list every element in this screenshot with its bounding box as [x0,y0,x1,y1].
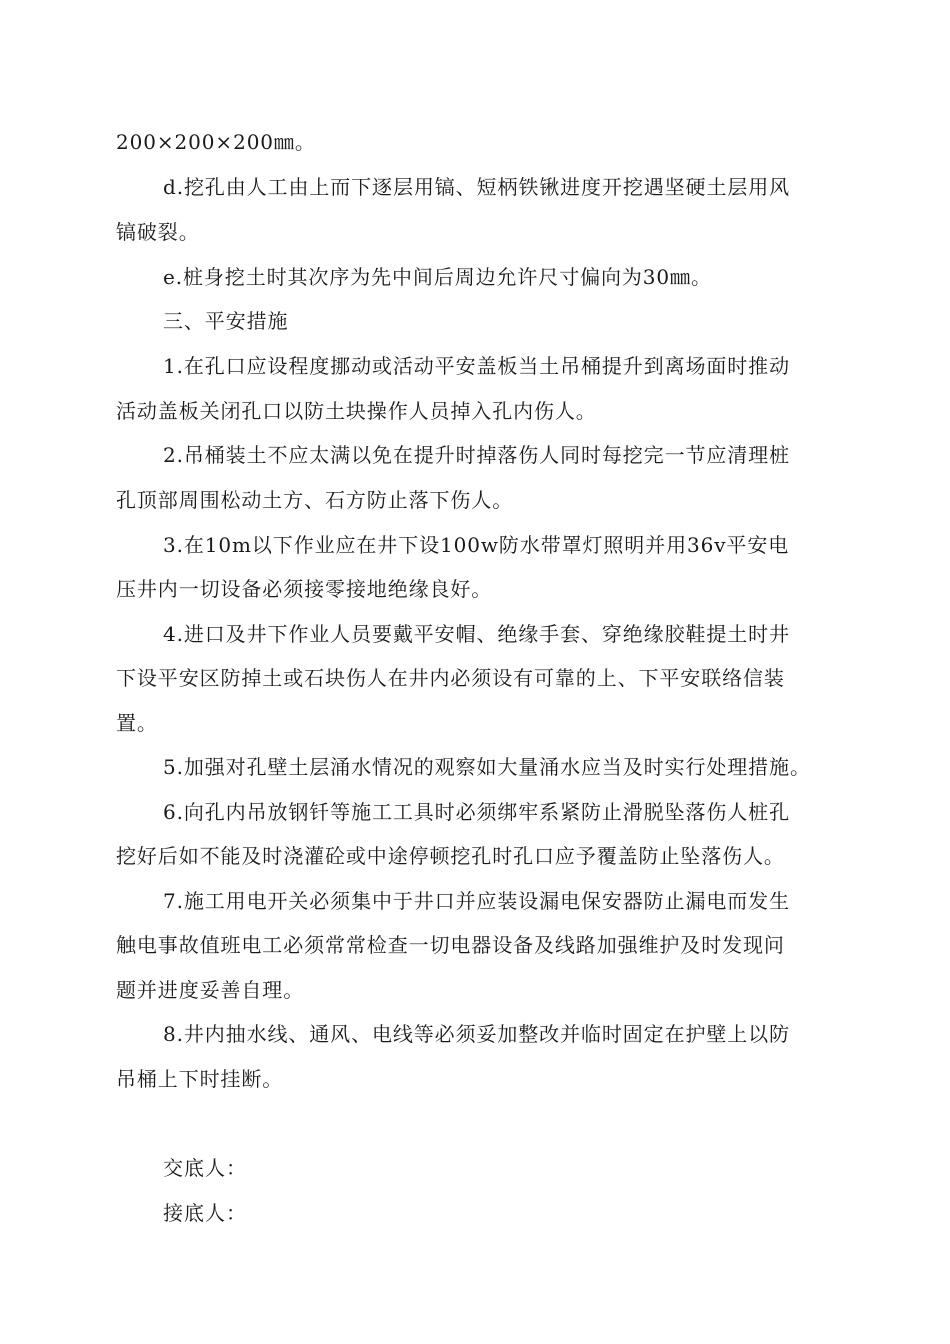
text-line: 下设平安区防掉土或石块伤人在井内必须设有可靠的上、下平安联络信装 [116,666,785,690]
text-line: 4.进口及井下作业人员要戴平安帽、绝缘手套、穿绝缘胶鞋提土时井 [163,622,790,646]
handover-signature-label: 交底人： [163,1156,247,1180]
text-line: 1.在孔口应设程度挪动或活动平安盖板当土吊桶提升到离场面时推动 [163,354,790,378]
text-line: d.挖孔由人工由上而下逐层用镐、短柄铁锹进度开挖遇坚硬土层用风 [163,175,791,199]
text-line: e.桩身挖土时其次序为先中间后周边允许尺寸偏向为30㎜。 [163,265,712,289]
text-line: 活动盖板关闭孔口以防土块操作人员掉入孔内伤人。 [116,399,597,423]
text-line: 5.加强对孔壁土层涌水情况的观察如大量涌水应当及时实行处理措施。 [163,755,811,779]
text-line: 镐破裂。 [116,220,200,244]
text-line: 6.向孔内吊放钢钎等施工工具时必须绑牢系紧防止滑脱坠落伤人桩孔 [163,800,790,824]
text-line: 压井内一切设备必须接零接地绝缘良好。 [116,577,493,601]
text-line: 7.施工用电开关必须集中于井口并应装设漏电保安器防止漏电而发生 [163,889,790,913]
text-line: 2.吊桶装土不应太满以免在提升时掉落伤人同时每挖完一节应清理桩 [163,443,790,467]
text-line: 吊桶上下时挂断。 [116,1067,284,1091]
text-line: 挖好后如不能及时浇灌砼或中途停顿挖孔时孔口应予覆盖防止坠落伤人。 [116,844,785,868]
text-line: 200×200×200㎜。 [116,130,316,154]
text-line: 题并进度妥善自理。 [116,978,305,1002]
section-heading: 三、平安措施 [163,309,289,333]
text-line: 8.井内抽水线、通风、电线等必须妥加整改并临时固定在护壁上以防 [163,1022,790,1046]
text-line: 孔顶部周围松动土方、石方防止落下伤人。 [116,488,514,512]
text-line: 3.在10m以下作业应在井下设100w防水带罩灯照明并用36v平安电 [163,533,790,557]
text-line: 触电事故值班电工必须常常检查一切电器设备及线路加强维护及时发现问 [116,933,785,957]
text-line: 置。 [116,711,158,735]
receiver-signature-label: 接底人： [163,1201,247,1225]
